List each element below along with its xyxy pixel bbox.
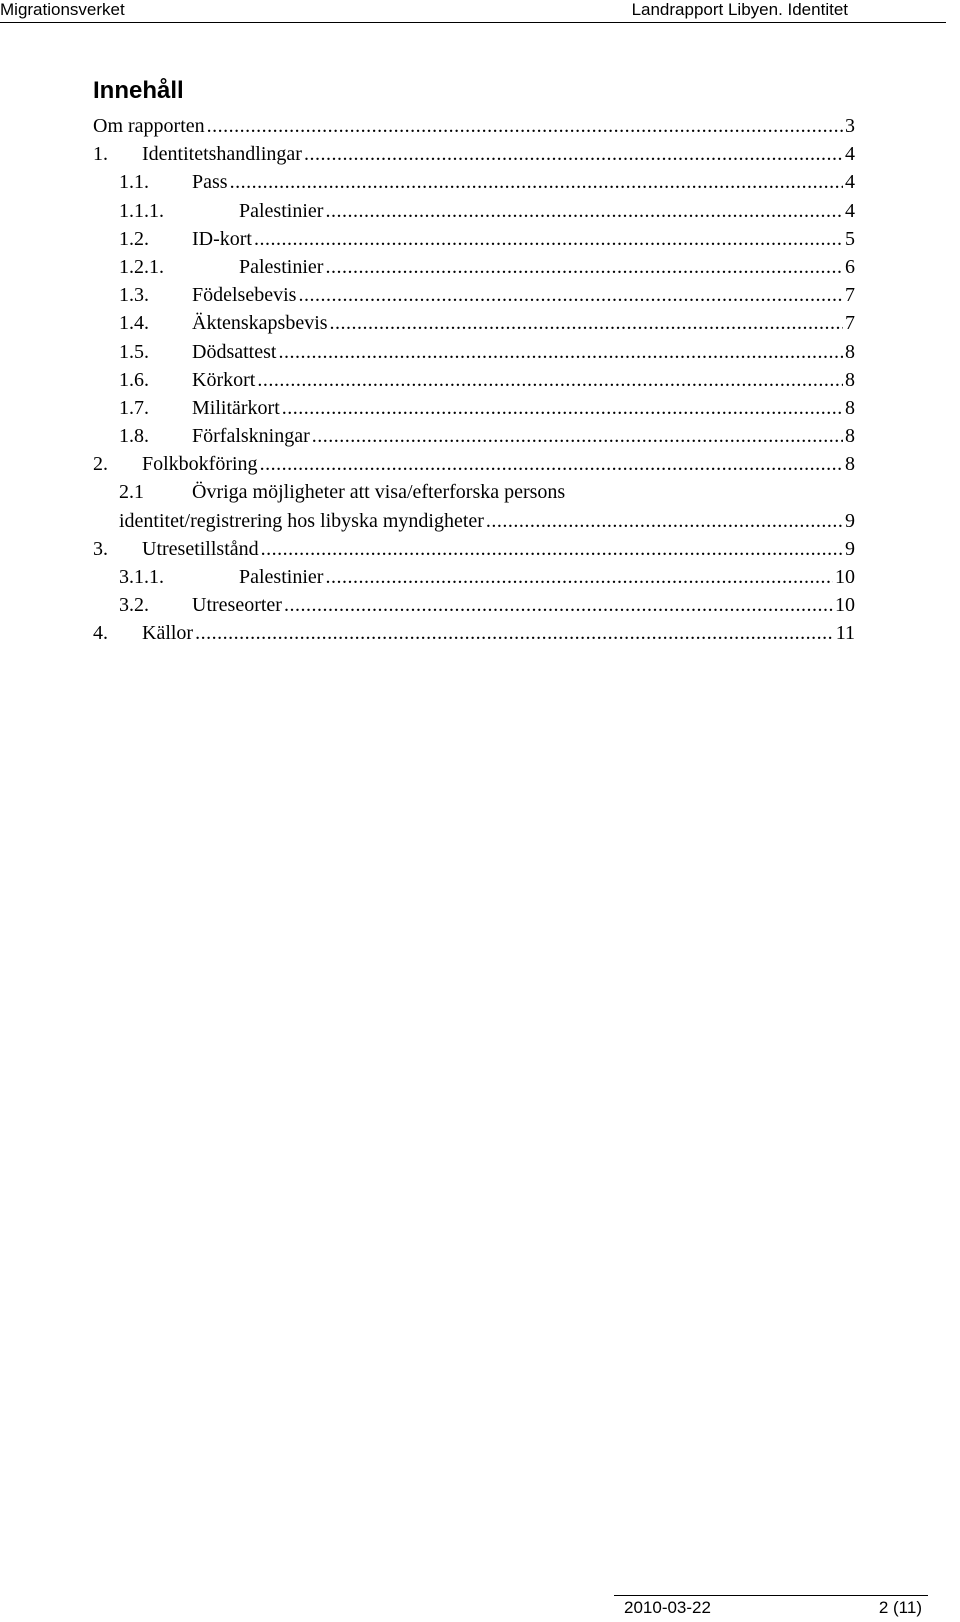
toc-entry-page: 3 — [845, 115, 855, 137]
toc-entry-title: Palestinier — [239, 566, 324, 588]
toc-entry-number: 1.6. — [119, 368, 149, 391]
toc-entry-number: 3.2. — [119, 594, 149, 617]
header-document-title: Landrapport Libyen. Identitet — [631, 0, 848, 19]
toc-dot-leader — [257, 366, 843, 394]
toc-entry-title: Folkbokföring — [142, 453, 258, 476]
page-header — [0, 0, 946, 23]
toc-entry-title: Palestinier — [239, 255, 324, 278]
toc-entry-3-2[interactable] — [93, 591, 855, 619]
toc-entry-title: Äktenskapsbevis — [192, 312, 328, 335]
toc-entry-number: 2. — [93, 453, 108, 476]
toc-dot-leader — [284, 591, 833, 619]
toc-dot-leader — [278, 338, 843, 366]
toc-entry-page: 5 — [845, 227, 855, 250]
toc-entry-page: 8 — [845, 425, 855, 448]
toc-entry-title: Pass — [192, 171, 228, 194]
toc-entry-1-5[interactable] — [93, 338, 855, 366]
toc-entry-number: 1.8. — [119, 425, 149, 448]
toc-entry-3[interactable] — [93, 535, 855, 563]
toc-entry-number: 1.1. — [119, 171, 149, 194]
toc-dot-leader — [325, 197, 843, 225]
toc-entry-title-continued: identitet/registrering hos libyska myndigheter — [119, 509, 484, 532]
toc-entry-1[interactable] — [93, 140, 855, 168]
toc-dot-leader — [298, 281, 843, 309]
toc-entry-number: 1.3. — [119, 284, 149, 307]
header-organization: Migrationsverket — [0, 0, 125, 19]
toc-entry-title: Palestinier — [239, 199, 324, 222]
toc-heading: Innehåll — [93, 77, 184, 104]
toc-entry-1-7[interactable] — [93, 394, 855, 422]
toc-entry-number: 2.1 — [119, 481, 144, 504]
toc-entry-number: 1.4. — [119, 312, 149, 335]
toc-entry-number: 1.2.1. — [119, 255, 164, 278]
toc-entry-page: 8 — [845, 368, 855, 391]
toc-entry-title: Födelsebevis — [192, 284, 297, 307]
toc-dot-leader — [207, 112, 843, 140]
toc-entry-page: 4 — [845, 199, 855, 222]
toc-entry-page: 9 — [845, 537, 855, 560]
footer-date: 2010-03-22 — [624, 1598, 711, 1617]
toc-entry-line — [93, 478, 855, 506]
toc-entry-number: 1.7. — [119, 396, 149, 419]
toc-entry-title: Förfalskningar — [192, 425, 310, 448]
toc-dot-leader — [304, 140, 843, 168]
toc-entry-3-1-1[interactable] — [93, 563, 855, 591]
toc-entry-page: 8 — [845, 453, 855, 476]
toc-entry-2[interactable] — [93, 450, 855, 478]
toc-dot-leader — [260, 450, 843, 478]
toc-entry-page: 4 — [845, 171, 855, 194]
toc-entry-2-1[interactable] — [93, 478, 855, 534]
toc-entry-title: Dödsattest — [192, 340, 277, 363]
toc-entry-page: 6 — [845, 255, 855, 278]
toc-entry-page: 10 — [835, 566, 855, 588]
toc-entry-page: 8 — [845, 340, 855, 363]
toc-entry-page: 11 — [835, 622, 855, 645]
toc-entry-1-8[interactable] — [93, 422, 855, 450]
toc-entry-page: 7 — [845, 312, 855, 335]
toc-entry-page: 4 — [845, 143, 855, 166]
toc-entry-title: Identitetshandlingar — [142, 143, 302, 166]
toc-entry-om-rapporten[interactable] — [93, 112, 855, 140]
toc-entry-number: 3.1.1. — [119, 566, 164, 588]
toc-dot-leader — [486, 507, 843, 535]
toc-dot-leader — [330, 309, 843, 337]
toc-entry-number: 3. — [93, 537, 108, 560]
toc-entry-title: Källor — [142, 622, 194, 645]
footer-page-number: 2 (11) — [878, 1598, 922, 1617]
toc-dot-leader — [254, 225, 843, 253]
toc-entry-line — [93, 507, 855, 535]
toc-entry-1-1-1[interactable] — [93, 197, 855, 225]
toc-entry-page: 7 — [845, 284, 855, 307]
toc-entry-title: Militärkort — [192, 396, 280, 419]
toc-entry-1-3[interactable] — [93, 281, 855, 309]
toc-entry-page: 10 — [835, 594, 855, 617]
toc-entry-1-6[interactable] — [93, 366, 855, 394]
toc-entry-number: 1.5. — [119, 340, 149, 363]
toc-entry-1-1[interactable] — [93, 168, 855, 196]
table-of-contents — [93, 112, 855, 648]
toc-entry-page: 8 — [845, 396, 855, 419]
toc-entry-title: Om rapporten — [93, 115, 205, 137]
toc-entry-title: Utreseorter — [192, 594, 282, 617]
toc-entry-4[interactable] — [93, 619, 855, 647]
toc-entry-1-2[interactable] — [93, 225, 855, 253]
toc-dot-leader — [325, 563, 833, 591]
toc-dot-leader — [282, 394, 843, 422]
toc-dot-leader — [261, 535, 843, 563]
toc-entry-1-2-1[interactable] — [93, 253, 855, 281]
toc-entry-number: 4. — [93, 622, 108, 645]
toc-dot-leader — [230, 168, 843, 196]
toc-entry-title: Utresetillstånd — [142, 537, 259, 560]
toc-entry-title: ID-kort — [192, 227, 252, 250]
toc-dot-leader — [325, 253, 843, 281]
toc-entry-number: 1. — [93, 143, 108, 166]
toc-entry-number: 1.1.1. — [119, 199, 164, 222]
toc-entry-title: Övriga möjligheter att visa/efterforska persons — [192, 481, 566, 504]
toc-entry-number: 1.2. — [119, 227, 149, 250]
page-footer — [614, 1595, 928, 1622]
toc-dot-leader — [195, 619, 834, 647]
toc-entry-page: 9 — [845, 509, 855, 532]
toc-dot-leader — [312, 422, 843, 450]
toc-entry-title: Körkort — [192, 368, 256, 391]
toc-entry-1-4[interactable] — [93, 309, 855, 337]
